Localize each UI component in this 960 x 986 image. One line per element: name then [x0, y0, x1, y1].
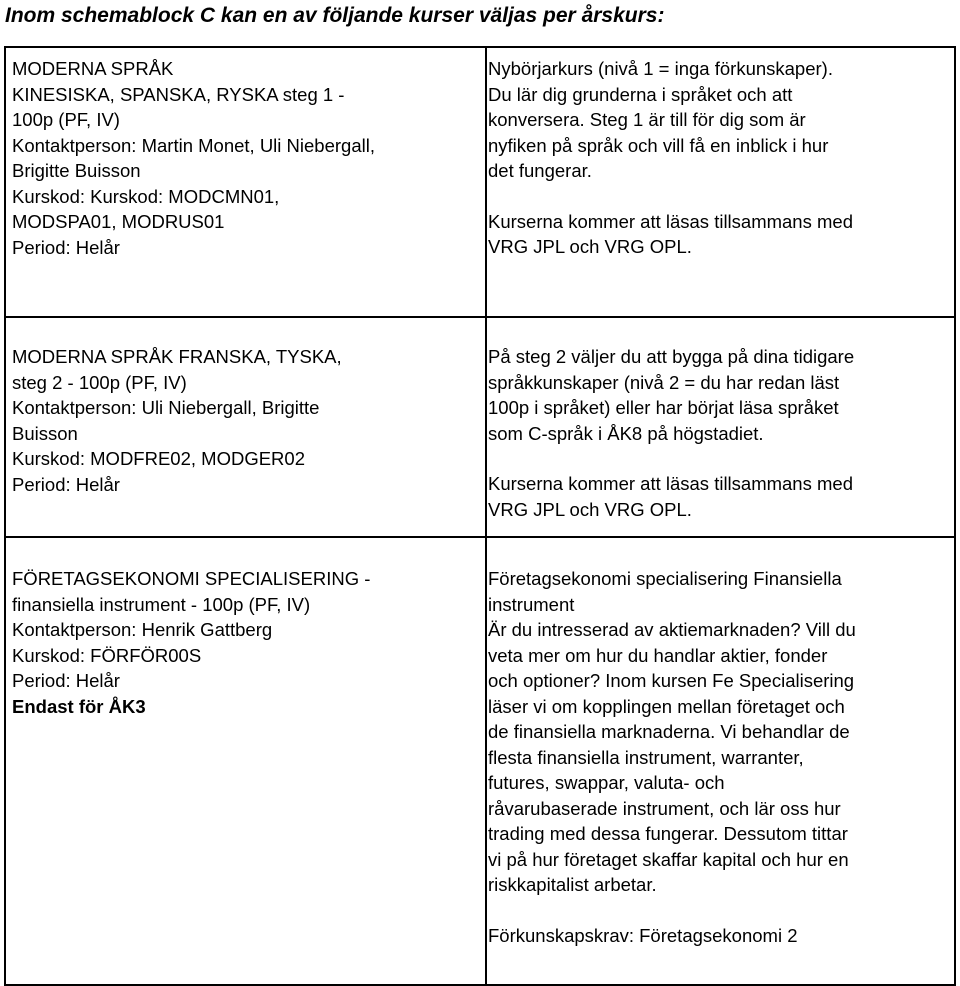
description-line: språkkunskaper (nivå 2 = du har redan läst: [488, 371, 840, 393]
course-contact-line: Buisson: [12, 422, 78, 444]
column-divider: [485, 48, 487, 984]
prerequisite-line: Förkunskapskrav: Företagsekonomi 2: [488, 924, 798, 946]
description-line: 100p i språket) eller har börjat läsa språket: [488, 397, 839, 418]
course-info-line: 100p (PF, IV): [12, 109, 120, 130]
row-divider: [6, 316, 954, 318]
description-line: VRG JPL och VRG OPL.: [488, 236, 692, 257]
course-contact-line: Brigitte Buisson: [12, 160, 141, 181]
row-divider: [6, 536, 954, 538]
course-code-line: Kurskod: FÖRFÖR00S: [12, 644, 202, 666]
description-line: Nybörjarkurs (nivå 1 = inga förkunskaper).: [488, 58, 833, 79]
course-info-modern-languages-step1: [12, 56, 375, 260]
description-line: futures, swappar, valuta- och: [488, 772, 725, 793]
description-line: veta mer om hur du handlar aktier, fonder: [488, 644, 828, 666]
description-line: det fungerar.: [488, 160, 592, 181]
description-line: de finansiella marknaderna. Vi behandlar de: [488, 721, 850, 742]
course-description-modern-languages-step2: [488, 344, 854, 522]
course-period-line: Period: Helår: [12, 473, 120, 495]
page-heading: Inom schemablock C kan en av följande kurser väljas per årskurs:: [5, 4, 665, 27]
description-line: Kurserna kommer att läsas tillsammans med: [488, 210, 853, 232]
description-line: vi på hur företaget skaffar kapital och hur en: [488, 848, 849, 870]
course-code-line: MODSPA01, MODRUS01: [12, 211, 225, 232]
description-line: instrument: [488, 593, 575, 615]
description-line: Du lär dig grunderna i språket och att: [488, 83, 793, 105]
course-contact-line: Kontaktperson: Henrik Gattberg: [12, 619, 273, 640]
course-info-line: KINESISKA, SPANSKA, RYSKA steg 1 -: [12, 83, 345, 105]
course-info-line: MODERNA SPRÅK: [12, 58, 174, 79]
course-code-line: Kurskod: Kurskod: MODCMN01,: [12, 185, 280, 207]
course-period-line: Period: Helår: [12, 236, 120, 258]
course-info-line: FÖRETAGSEKONOMI SPECIALISERING -: [12, 568, 371, 589]
description-line: läser vi om kopplingen mellan företaget och: [488, 695, 845, 717]
description-line: Är du intresserad av aktiemarknaden? Vill du: [488, 619, 856, 640]
description-line: VRG JPL och VRG OPL.: [488, 498, 692, 520]
course-info-line: finansiella instrument - 100p (PF, IV): [12, 593, 311, 615]
year-restriction-note: Endast för ÅK3: [12, 695, 146, 717]
course-info-line: steg 2 - 100p (PF, IV): [12, 371, 187, 393]
description-line: flesta finansiella instrument, warranter,: [488, 746, 804, 768]
description-line: och optioner? Inom kursen Fe Specialisering: [488, 670, 855, 691]
course-description-modern-languages-step1: [488, 56, 853, 260]
course-description-business-finance: [488, 566, 856, 948]
description-line: Företagsekonomi specialisering Finansiella: [488, 568, 842, 589]
course-info-line: MODERNA SPRÅK FRANSKA, TYSKA,: [12, 346, 342, 367]
description-line: riskkapitalist arbetar.: [488, 874, 657, 895]
description-line: som C-språk i ÅK8 på högstadiet.: [488, 422, 764, 444]
course-info-modern-languages-step2: [12, 344, 342, 497]
course-period-line: Period: Helår: [12, 670, 120, 691]
description-line: konversera. Steg 1 är till för dig som är: [488, 109, 806, 130]
description-line: nyfiken på språk och vill få en inblick i hur: [488, 134, 829, 156]
course-contact-line: Kontaktperson: Martin Monet, Uli Niebergall,: [12, 134, 375, 156]
description-line: råvarubaserade instrument, och lär oss hur: [488, 797, 841, 819]
course-code-line: Kurskod: MODFRE02, MODGER02: [12, 448, 305, 469]
course-info-business-finance: [12, 566, 370, 719]
description-line: Kurserna kommer att läsas tillsammans med: [488, 473, 853, 494]
description-line: trading med dessa fungerar. Dessutom tittar: [488, 823, 848, 844]
description-line: På steg 2 väljer du att bygga på dina tidigare: [488, 346, 855, 367]
course-contact-line: Kontaktperson: Uli Niebergall, Brigitte: [12, 397, 320, 418]
